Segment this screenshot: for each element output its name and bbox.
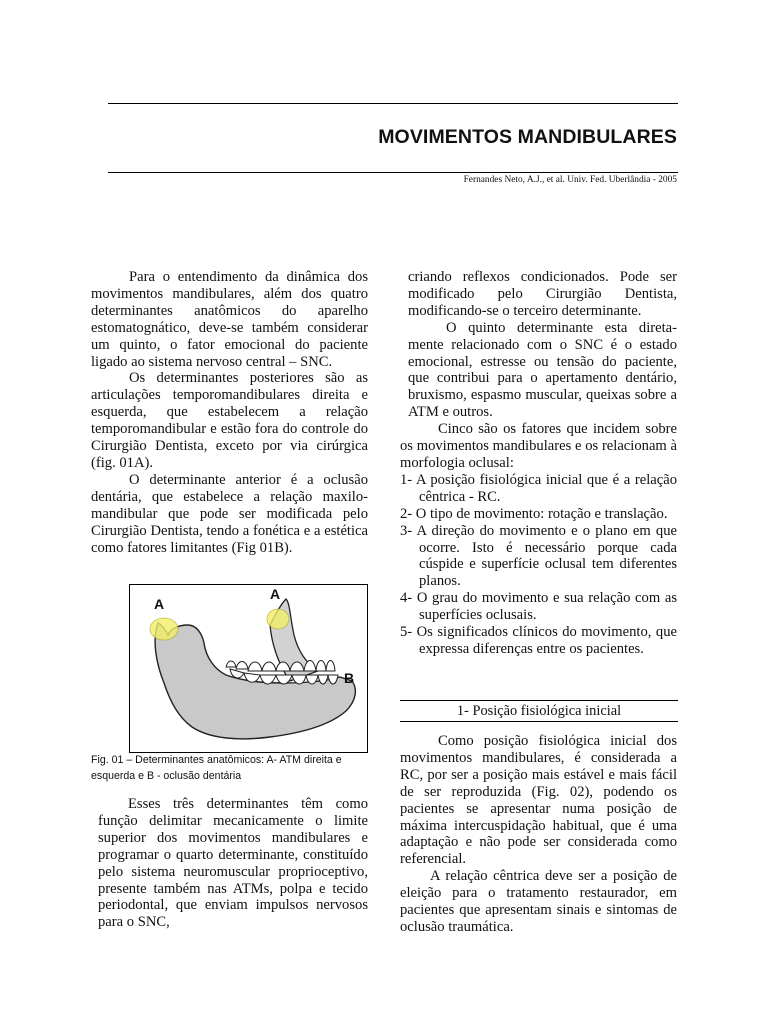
paragraph: Para o entendimento da dinâmica dos movimentos mandibulares, além dos quatro determinantes anatômicos do aparelho estomatognático, deve-se também considerar um quinto, o fator emocional do paciente ligado ao sistema nervoso central – SNC. bbox=[91, 269, 368, 370]
mandible-figure bbox=[129, 584, 368, 753]
list-item: 2- O tipo de movimento: rotação e translação. bbox=[400, 505, 668, 522]
page-title: MOVIMENTOS MANDIBULARES bbox=[378, 126, 677, 148]
paragraph: O determinante anterior é a oclusão dentária, que estabelece a relação maxilo-mandibular que pode ser modificada pelo Cirurgião Dentista, tendo a fonética e a estética como fatores limitantes (Fig 01B). bbox=[91, 471, 368, 556]
paragraph: Cinco são os fatores que incidem sobre os movimentos mandibulares e os relacionam à morfologia oclusal: bbox=[400, 421, 677, 471]
paragraph: Como posição fisiológica inicial dos movimentos mandibulares, é considerada a RC, por ser a posição mais estável e mais fácil de ser reproduzida (Fig. 02), podendo os pacientes se apresentar numa posição de máxima intercuspidação habitual, que é uma adaptação e não pode ser considerada como referencial. bbox=[400, 733, 677, 868]
paragraph: Esses três determinantes têm como função delimitar mecanicamente o limite superior dos movimentos mandibulares e programar o quarto determinante, constituído pelo sistema neuromuscular proprioceptivo, presente também nas ATMs, polpa e tecido periodontal, que enviam impulsos nervosos para o SNC, bbox=[98, 796, 368, 931]
list-item: 5- Os significados clínicos do movimento, que expressa diferenças entre os pacientes. bbox=[400, 624, 677, 657]
figure-caption: Fig. 01 – Determinantes anatômicos: A- ATM direita e esquerda e B - oclusão dentária bbox=[91, 754, 342, 782]
top-rule bbox=[108, 103, 678, 104]
section-heading: 1- Posição fisiológica inicial bbox=[400, 700, 678, 722]
factor-list bbox=[400, 472, 677, 658]
paragraph: criando reflexos condicionados. Pode ser modificado pelo Cirurgião Dentista, modificando-se o terceiro determinante. bbox=[408, 269, 677, 319]
list-item: 1- A posição fisiológica inicial que é a relação cêntrica - RC. bbox=[400, 471, 677, 505]
left-column-continued bbox=[98, 796, 368, 931]
right-column bbox=[400, 269, 677, 658]
label-b: B bbox=[344, 670, 355, 686]
right-column-continued bbox=[400, 733, 677, 936]
author-credit: Fernandes Neto, A.J., et al. Univ. Fed. Uberlândia - 2005 bbox=[463, 175, 677, 185]
left-column bbox=[91, 269, 368, 556]
paragraph: A relação cêntrica deve ser a posição de eleição para o tratamento restaurador, em pacientes que apresentam sinais e sintomas de oclusão traumática. bbox=[400, 868, 677, 935]
label-a-right: A bbox=[270, 586, 281, 602]
list-item: 4- O grau do movimento e sua relação com as superfícies oclusais. bbox=[400, 590, 677, 624]
atm-left-highlight bbox=[150, 618, 178, 640]
paragraph: Os determinantes posteriores são as articulações temporomandibulares direita e esquerda, que estabelecem a relação temporomandibular e estão fora do controle do Cirurgião Dentista, exceto por via cirúrgica (fig. 01A). bbox=[91, 370, 368, 471]
paragraph: O quinto determinante esta direta-mente relacionado com o SNC é o estado emocional, estresse ou tensão do paciente, que contribui para o apertamento dentário, bruxismo, espasmo muscular, queixas sobre a ATM e outros. bbox=[408, 319, 677, 421]
title-rule bbox=[108, 172, 678, 173]
list-item: 3- A direção do movimento e o plano em que ocorre. Isto é necessário porque cada cúspide e superfície oclusal tem diferentes planos. bbox=[400, 522, 677, 590]
atm-right-highlight bbox=[267, 609, 289, 629]
label-a-left: A bbox=[154, 596, 165, 612]
